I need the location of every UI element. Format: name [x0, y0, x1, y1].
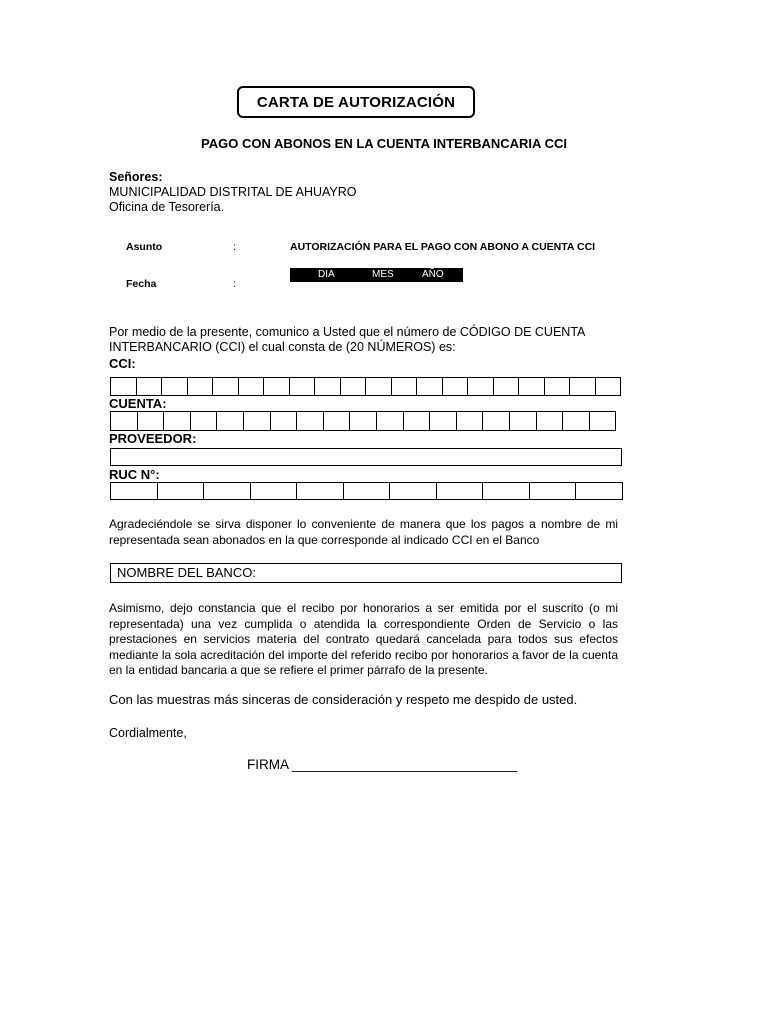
cuenta-label: CUENTA:	[109, 396, 167, 411]
ruc-box[interactable]	[203, 482, 251, 500]
cuenta-digit-box[interactable]	[482, 411, 510, 431]
salutation: Señores:	[109, 170, 163, 184]
cci-digit-box[interactable]	[187, 377, 214, 396]
cuenta-digit-grid[interactable]	[110, 411, 616, 431]
asunto-label: Asunto	[126, 241, 163, 253]
date-header-bar	[290, 268, 463, 282]
signature-line: FIRMA ______________________________	[247, 757, 518, 772]
ruc-box[interactable]	[343, 482, 391, 500]
cci-digit-box[interactable]	[263, 377, 290, 396]
cci-digit-box[interactable]	[595, 377, 622, 396]
cci-digit-box[interactable]	[442, 377, 469, 396]
ruc-grid[interactable]	[110, 482, 623, 500]
cuenta-digit-box[interactable]	[216, 411, 244, 431]
cuenta-digit-box[interactable]	[137, 411, 165, 431]
bank-paragraph: Agradeciéndole se sirva disponer lo conveniente de manera que los pagos a nombre de mi representada sean abonados en la que corresponde al indicado CCI en el Banco	[109, 517, 618, 547]
cuenta-digit-box[interactable]	[456, 411, 484, 431]
closing-sentence: Con las muestras más sinceras de consideración y respeto me despido de usted.	[109, 692, 578, 707]
cci-digit-box[interactable]	[544, 377, 571, 396]
cci-digit-box[interactable]	[391, 377, 418, 396]
cuenta-digit-box[interactable]	[376, 411, 404, 431]
date-year-label: AÑO	[422, 269, 444, 280]
bank-name-label: NOMBRE DEL BANCO:	[117, 565, 256, 580]
cci-digit-box[interactable]	[467, 377, 494, 396]
ruc-label: RUC N°:	[109, 467, 160, 482]
cuenta-digit-box[interactable]	[509, 411, 537, 431]
ruc-box[interactable]	[157, 482, 205, 500]
ruc-box[interactable]	[575, 482, 623, 500]
cci-digit-box[interactable]	[416, 377, 443, 396]
cci-digit-box[interactable]	[212, 377, 239, 396]
ruc-box[interactable]	[529, 482, 577, 500]
regards: Cordialmente,	[109, 726, 187, 740]
cuenta-digit-box[interactable]	[589, 411, 617, 431]
ruc-box[interactable]	[389, 482, 437, 500]
cci-digit-box[interactable]	[289, 377, 316, 396]
date-month-label: MES	[372, 269, 394, 280]
cuenta-digit-box[interactable]	[190, 411, 218, 431]
proveedor-label: PROVEEDOR:	[109, 431, 197, 446]
asunto-colon: :	[233, 241, 236, 253]
receipt-paragraph: Asimismo, dejo constancia que el recibo por honorarios a ser emitida por el suscrito (o mi representada) una vez cumplida o atendida la correspondiente Orden de Servicio o las prestaciones en servicios materia del contrato quedará cancelada para todos sus efectos mediante la sola acreditación del importe del referido recibo por honorarios a favor de la cuenta en la entidad bancaria a que se refiere el primer párrafo de la presente.	[109, 601, 618, 678]
cci-label: CCI:	[109, 356, 136, 371]
cci-digit-box[interactable]	[136, 377, 163, 396]
cci-digit-box[interactable]	[110, 377, 137, 396]
cci-digit-box[interactable]	[238, 377, 265, 396]
cuenta-digit-box[interactable]	[270, 411, 298, 431]
ruc-box[interactable]	[296, 482, 344, 500]
cuenta-digit-box[interactable]	[296, 411, 324, 431]
document-subtitle: PAGO CON ABONOS EN LA CUENTA INTERBANCARIA CCI	[201, 136, 567, 151]
ruc-box[interactable]	[110, 482, 158, 500]
date-day-label: DIA	[318, 269, 335, 280]
cuenta-digit-box[interactable]	[110, 411, 138, 431]
cuenta-digit-box[interactable]	[163, 411, 191, 431]
cci-digit-box[interactable]	[340, 377, 367, 396]
ruc-box[interactable]	[436, 482, 484, 500]
ruc-box[interactable]	[482, 482, 530, 500]
cuenta-digit-box[interactable]	[349, 411, 377, 431]
cuenta-digit-box[interactable]	[536, 411, 564, 431]
recipient-office: Oficina de Tesorería.	[109, 200, 225, 214]
cci-digit-grid[interactable]	[110, 377, 621, 396]
cuenta-digit-box[interactable]	[403, 411, 431, 431]
cuenta-digit-box[interactable]	[243, 411, 271, 431]
recipient-org: MUNICIPALIDAD DISTRITAL DE AHUAYRO	[109, 185, 357, 199]
cuenta-digit-box[interactable]	[429, 411, 457, 431]
cci-digit-box[interactable]	[518, 377, 545, 396]
cci-digit-box[interactable]	[161, 377, 188, 396]
cci-digit-box[interactable]	[314, 377, 341, 396]
ruc-box[interactable]	[250, 482, 298, 500]
fecha-label: Fecha	[126, 278, 157, 290]
cuenta-digit-box[interactable]	[562, 411, 590, 431]
proveedor-field[interactable]	[110, 448, 622, 466]
asunto-value: AUTORIZACIÓN PARA EL PAGO CON ABONO A CUENTA CCI	[290, 241, 596, 253]
fecha-colon: :	[233, 278, 236, 290]
cci-digit-box[interactable]	[569, 377, 596, 396]
cci-digit-box[interactable]	[493, 377, 520, 396]
bank-name-field[interactable]	[110, 563, 622, 583]
intro-paragraph: Por medio de la presente, comunico a Usted que el número de CÓDIGO DE CUENTA INTERBANCARIO (CCI) el cual consta de (20 NÚMEROS) es:	[109, 325, 585, 354]
document-title: CARTA DE AUTORIZACIÓN	[237, 86, 475, 118]
cuenta-digit-box[interactable]	[323, 411, 351, 431]
cci-digit-box[interactable]	[365, 377, 392, 396]
